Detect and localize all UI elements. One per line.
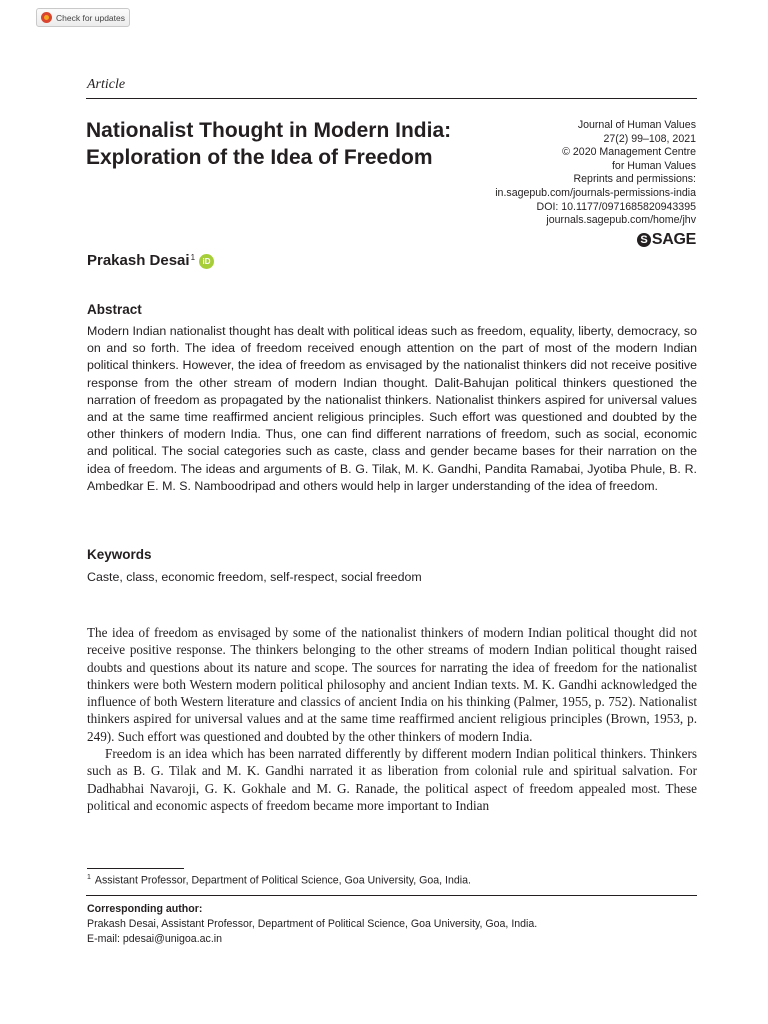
reprints-label: Reprints and permissions:	[573, 173, 696, 186]
footnote-divider	[87, 868, 184, 869]
permissions-link[interactable]: in.sagepub.com/journals-permissions-india	[495, 186, 696, 199]
sage-logo-text: SAGE	[651, 231, 696, 248]
keywords-text: Caste, class, economic freedom, self-respect, social freedom	[87, 570, 422, 584]
corresponding-affiliation: Prakash Desai, Assistant Professor, Department of Political Science, Goa University, Goa, India.	[87, 918, 538, 930]
article-type-label: Article	[87, 77, 126, 92]
sage-logo-mark: S	[637, 233, 651, 247]
crossmark-icon	[41, 12, 52, 23]
journal-volume: 27(2) 99–108, 2021	[603, 132, 696, 145]
author-name: Prakash Desai	[87, 252, 190, 269]
abstract-text: Modern Indian nationalist thought has dealt with political ideas such as freedom, equality, liberty, democracy, so on and so forth. The idea of freedom received enough attention on the part of most of the modern Indian political thinkers. However, the idea of freedom as envisaged by the nationalist thinkers did not receive positive response from the other stream of modern Indian thought. Dalit-Bahujan political thinkers questioned the narration of freedom as propagated by the nationalist thinkers. Nationalist thinkers aspired for universal values and at the same time reaffirmed ancient religious principles. Such effort was questioned and doubted by the other thinkers of modern India. Thus, one can find different narrations of freedom, such as social, economic and political. The social categories such as caste, class and gender became bases for their narration on the idea of freedom. The ideas and arguments of B. G. Tilak, M. K. Gandhi, Pandita Ramabai, Jyotiba Phule, B. R. Ambedkar E. M. S. Namboodripad and others would help in larger understanding of the idea of freedom.	[87, 324, 697, 493]
check-for-updates-label: Check for updates	[56, 12, 125, 23]
author-affiliation-mark: 1	[190, 253, 196, 262]
sage-logo	[637, 231, 696, 249]
keywords-heading: Keywords	[87, 547, 152, 562]
corresponding-divider	[86, 895, 697, 896]
body-text	[87, 624, 697, 814]
corresponding-email[interactable]: E-mail: pdesai@unigoa.ac.in	[87, 933, 223, 945]
abstract-heading: Abstract	[87, 302, 142, 317]
corresponding-heading: Corresponding author:	[87, 903, 203, 915]
orcid-icon[interactable]: iD	[199, 254, 214, 269]
article-title: Nationalist Thought in Modern India: Exploration of the Idea of Freedom	[86, 119, 452, 169]
body-paragraph-2: Freedom is an idea which has been narrated differently by different modern Indian political thinkers. Thinkers such as B. G. Tilak and M. K. Gandhi narrated it as liberation from colonial rule and spiritual salvation. For Dadhabhai Navaroji, G. K. Gokhale and M. G. Ranade, the political aspect of freedom appealed most. These political and economic aspects of freedom became more important to Indian	[87, 746, 697, 813]
journal-name: Journal of Human Values	[577, 119, 696, 131]
copyright-holder: for Human Values	[611, 159, 696, 172]
author-line	[87, 252, 214, 269]
copyright-line: © 2020 Management Centre	[562, 146, 696, 159]
footnote-mark: 1	[87, 874, 91, 881]
footnote	[87, 874, 471, 887]
body-paragraph-1: The idea of freedom as envisaged by some of the nationalist thinkers of modern Indian political thought did not receive positive response. The thinkers belonging to the other streams of modern Indian political thought raised doubts and questions about its nature and scope. The sources for narrating the idea of freedom for the nationalist thinkers were both Western modern political philosophy and ancient Indian texts. M. K. Gandhi acknowledged the influence of both Western literature and classics of ancient India on his thinking (Palmer, 1955, p. 752). Nationalist thinkers aspired for universal values and at the same time reaffirmed ancient religious principles (Brown, 1953, p. 249). Such effort was questioned and doubted by the other thinkers of modern India.	[87, 625, 697, 744]
corresponding-author	[87, 902, 537, 947]
doi-link[interactable]: DOI: 10.1177/0971685820943395	[536, 200, 696, 213]
check-for-updates-button[interactable]	[36, 8, 130, 27]
journal-homepage-link[interactable]: journals.sagepub.com/home/jhv	[546, 214, 696, 227]
footnote-text: Assistant Professor, Department of Political Science, Goa University, Goa, India.	[94, 874, 471, 887]
journal-meta	[495, 119, 696, 228]
header-divider	[86, 98, 697, 99]
